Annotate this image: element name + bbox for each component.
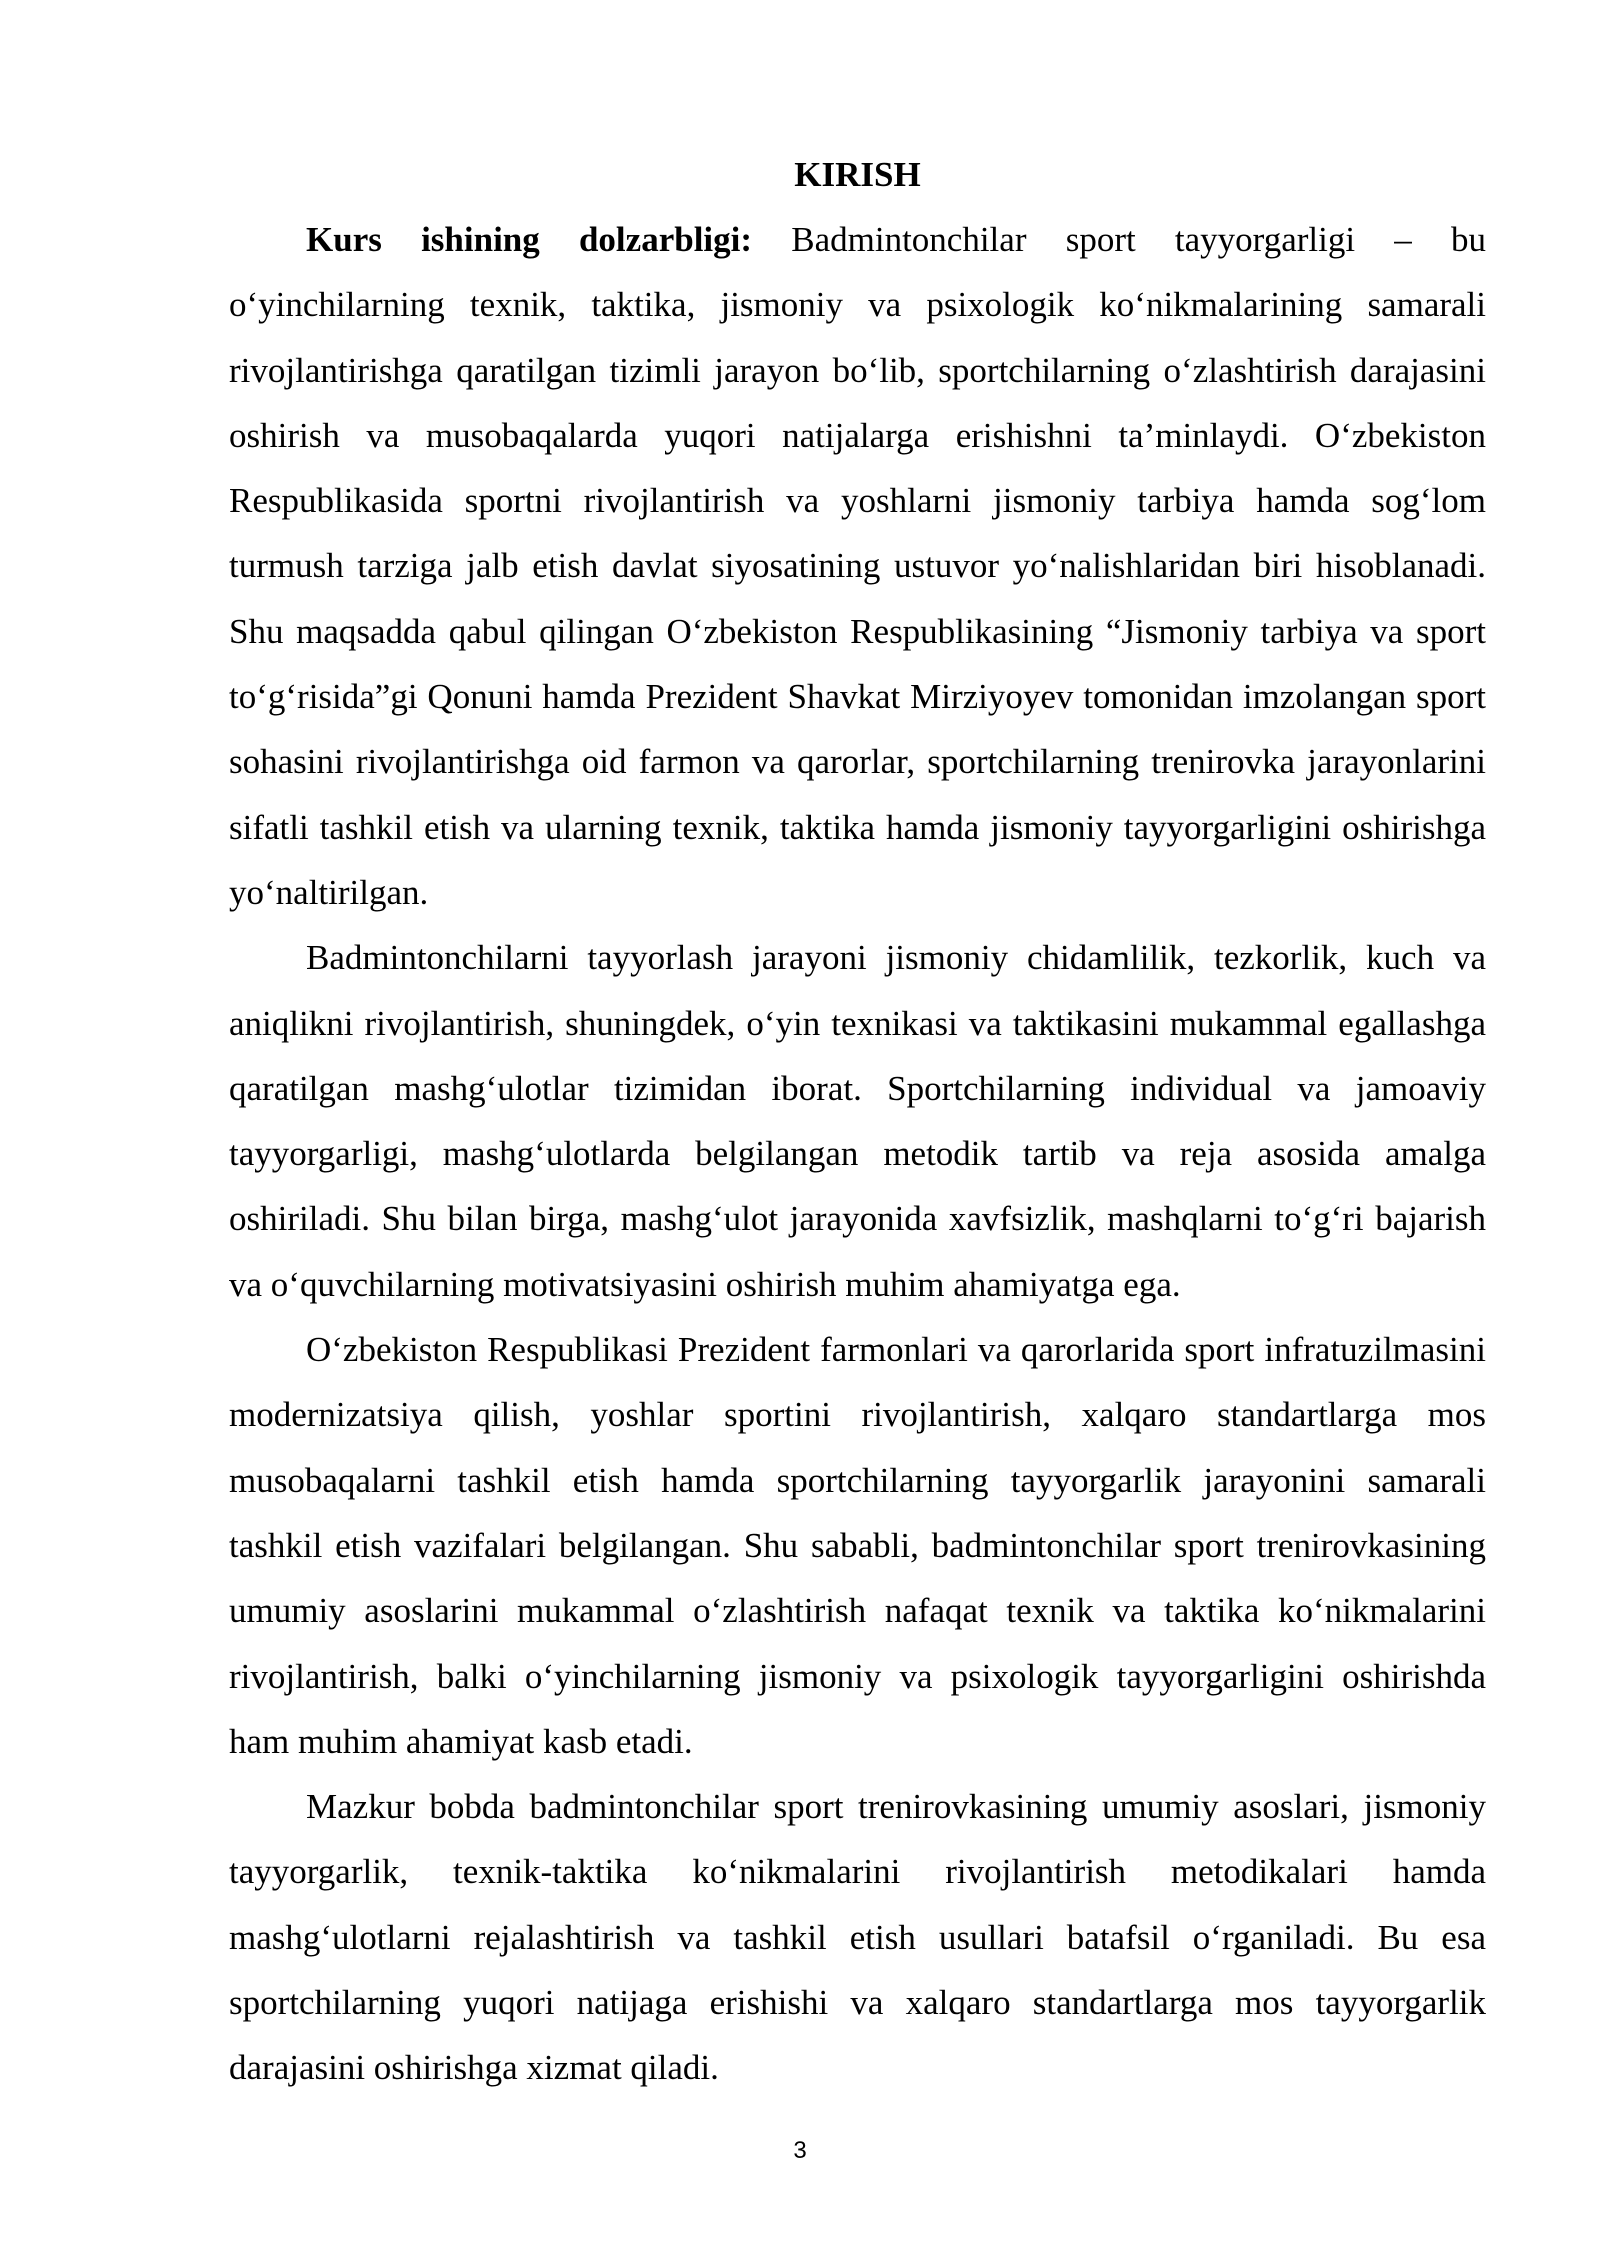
page-title: KIRISH bbox=[794, 155, 921, 194]
page-number: 3 bbox=[793, 2137, 807, 2164]
paragraph-presidential-decrees: O‘zbekiston Respublikasi Prezident farmonlari va qarorlarida sport infratuzilmasini modernizatsiya qilish, yoshlar sportini rivojlantirish, xalqaro standartlarga mos musobaqalarni tashkil etish hamda sportchilarning tayyorgarlik jarayonini samarali tashkil etish vazifalari belgilangan. Shu sababli, badmintonchilar sport trenirovkasining umumiy asoslarini mukammal o‘zlashtirish nafaqat texnik va taktika ko‘nikmalarini rivojlantirish, balki o‘yinchilarning jismoniy va psixologik tayyorgarligini oshirishda ham muhim ahamiyat kasb etadi. bbox=[229, 1330, 1486, 1761]
relevance-label: Kurs ishining dolzarbligi: bbox=[306, 220, 753, 259]
paragraph-relevance-text: Badmintonchilar sport tayyorgarligi – bu o‘yinchilarning texnik, taktika, jismoniy va psixologik ko‘nikmalarining samarali rivojlantirishga qaratilgan tizimli jarayon bo‘lib, sportchilarning o‘zlashtirish darajasini oshirish va musobaqalarda yuqori natijalarga erishishni ta’minlaydi. O‘zbekiston Respublikasida sportni rivojlantirish va yoshlarni jismoniy tarbiya hamda sog‘lom turmush tarziga jalb etish davlat siyosatining ustuvor yo‘nalishlaridan biri hisoblanadi. Shu maqsadda qabul qilingan O‘zbekiston Respublikasining “Jismoniy tarbiya va sport to‘g‘risida”gi Qonuni hamda Prezident Shavkat Mirziyoyev tomonidan imzolangan sport sohasini rivojlantirishga oid farmon va qarorlar, sportchilarning trenirovka jarayonlarini sifatli tashkil etish va ularning texnik, taktika hamda jismoniy tayyorgarligini oshirishga yo‘naltirilgan. bbox=[229, 220, 1486, 912]
paragraph-training-process: Badmintonchilarni tayyorlash jarayoni jismoniy chidamlilik, tezkorlik, kuch va aniqlikni rivojlantirish, shuningdek, o‘yin texnikasi va taktikasini mukammal egallashga qaratilgan mashg‘ulotlar tizimidan iborat. Sportchilarning individual va jamoaviy tayyorgarligi, mashg‘ulotlarda belgilangan metodik tartib va reja asosida amalga oshiriladi. Shu bilan birga, mashg‘ulot jarayonida xavfsizlik, mashqlarni to‘g‘ri bajarish va o‘quvchilarning motivatsiyasini oshirish muhim ahamiyatga ega. bbox=[229, 938, 1486, 1304]
page-body bbox=[229, 142, 1486, 2101]
paragraph-chapter-overview: Mazkur bobda badmintonchilar sport trenirovkasining umumiy asoslari, jismoniy tayyorgarlik, texnik-taktika ko‘nikmalarini rivojlantirish metodikalari hamda mashg‘ulotlarni rejalashtirish va tashkil etish usullari batafsil o‘rganiladi. Bu esa sportchilarning yuqori natijaga erishishi va xalqaro standartlarga mos tayyorgarlik darajasini oshirishga xizmat qiladi. bbox=[229, 1787, 1486, 2088]
paragraph-relevance bbox=[229, 207, 1486, 925]
